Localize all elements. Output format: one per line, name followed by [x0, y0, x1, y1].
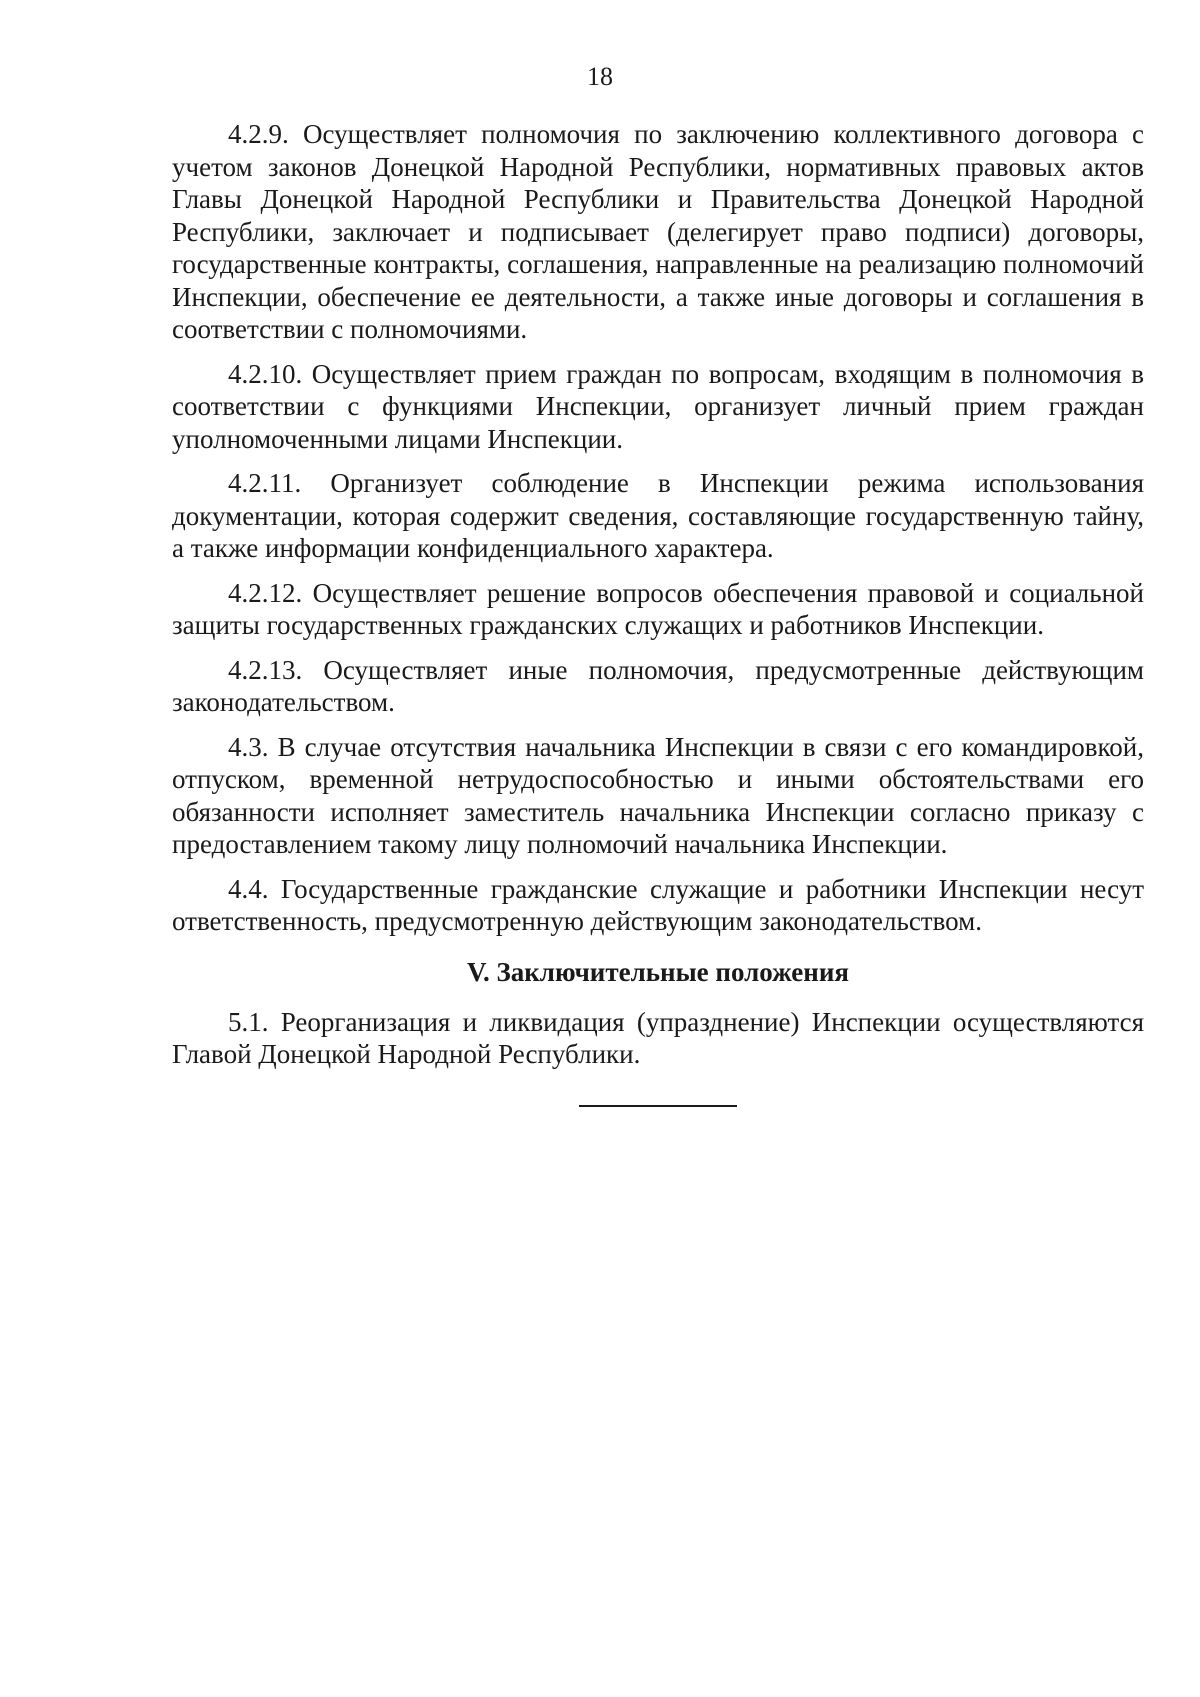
paragraph-4-2-10: 4.2.10. Осуществляет прием граждан по вопросам, входящим в полномочия в соответствии с функциями Инспекции, организует личный прием граждан уполномоченными лицами Инспекции. — [172, 358, 1144, 454]
end-of-document-rule — [579, 1105, 737, 1107]
page-number: 18 — [587, 62, 613, 91]
paragraph-5-1: 5.1. Реорганизация и ликвидация (упразднение) Инспекции осуществляются Главой Донецкой Народной Республики. — [172, 1006, 1144, 1069]
paragraph-4-2-13: 4.2.13. Осуществляет иные полномочия, предусмотренные действующим законодательством. — [172, 654, 1144, 717]
paragraph-4-2-9: 4.2.9. Осуществляет полномочия по заключению коллективного договора с учетом законов Донецкой Народной Республики, нормативных правовых актов Главы Донецкой Народной Республики и Правительства Донецкой Народной Республики, заключает и подписывает (делегирует право подписи) договоры, государственные контракты, соглашения, направленные на реализацию полномочий Инспекции, обеспечение ее деятельности, а также иные договоры и соглашения в соответствии с полномочиями. — [172, 119, 1144, 344]
document-body — [172, 118, 1144, 1107]
paragraph-4-4: 4.4. Государственные гражданские служащие и работники Инспекции несут ответственность, предусмотренную действующим законодательством. — [172, 873, 1144, 936]
paragraph-4-3: 4.3. В случае отсутствия начальника Инспекции в связи с его командировкой, отпуском, временной нетрудоспособностью и иными обстоятельствами его обязанности исполняет заместитель начальника Инспекции согласно приказу с предоставлением такому лицу полномочий начальника Инспекции. — [172, 731, 1144, 859]
paragraph-4-2-12: 4.2.12. Осуществляет решение вопросов обеспечения правовой и социальной защиты государственных гражданских служащих и работников Инспекции. — [172, 577, 1144, 640]
paragraph-4-2-11: 4.2.11. Организует соблюдение в Инспекции режима использования документации, которая содержит сведения, составляющие государственную тайну, а также информации конфиденциального характера. — [172, 468, 1144, 563]
section-heading: V. Заключительные положения — [466, 956, 849, 987]
